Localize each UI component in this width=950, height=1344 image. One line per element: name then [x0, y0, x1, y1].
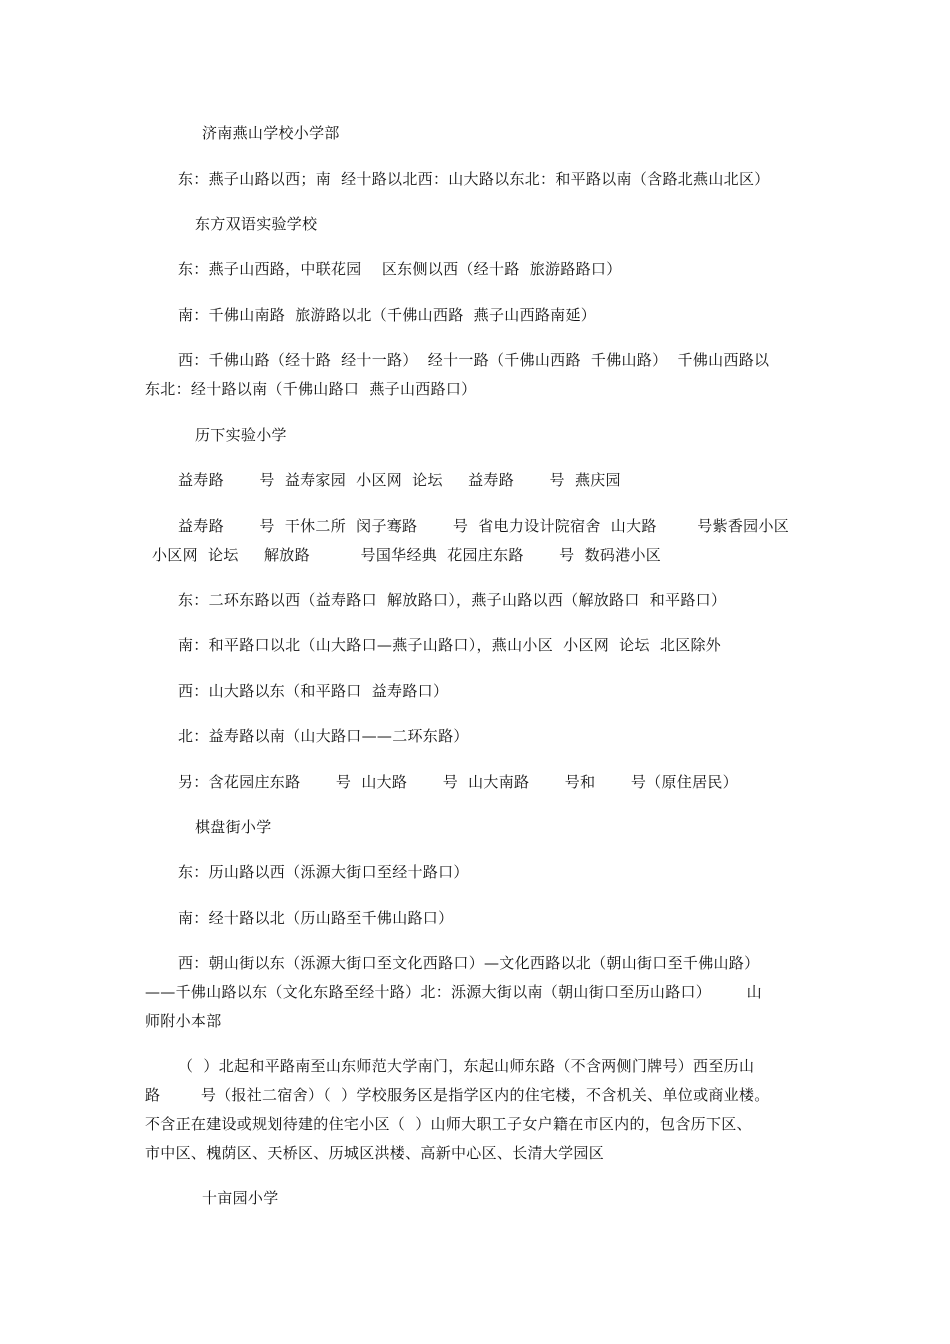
boundary-text: 西：朝山街以东（泺源大街口至文化西路口）—文化西路以北（朝山街口至千佛山路）	[178, 954, 760, 972]
boundary-text: 东：燕子山西路，中联花园 区东侧以西（经十路 旅游路路口）	[178, 260, 622, 278]
address-text: 益寿路 号 干休二所 闵子骞路 号 省电力设计院宿舍 山大路 号紫香园小区	[178, 517, 790, 535]
school-title-shimuyuan: 十亩园小学	[202, 1189, 279, 1207]
school-title-qipanjie: 棋盘街小学	[195, 818, 272, 836]
school-title-dongfang: 东方双语实验学校	[195, 215, 318, 233]
paragraph-text: 路 号（报社二宿舍）（ ）学校服务区是指学区内的住宅楼，不含机关、单位或商业楼。	[145, 1086, 770, 1104]
paragraph-text: 不含正在建设或规划待建的住宅小区（ ）山师大职工子女户籍在市区内的，包含历下区、	[145, 1115, 752, 1133]
boundary-text: 北：益寿路以南（山大路口——二环东路）	[178, 727, 469, 745]
school-title-lixia: 历下实验小学	[195, 426, 287, 444]
boundary-text: 西：山大路以东（和平路口 益寿路口）	[178, 682, 449, 700]
school-title-yanshan: 济南燕山学校小学部	[202, 124, 340, 142]
paragraph-text: （ ）北起和平路南至山东师范大学南门，东起山师东路（不含两侧门牌号）西至历山	[178, 1057, 755, 1075]
address-text: 小区网 论坛 解放路 号国华经典 花园庄东路 号 数码港小区	[152, 546, 662, 564]
boundary-text: 另：含花园庄东路 号 山大路 号 山大南路 号和 号（原住居民）	[178, 773, 738, 791]
boundary-text: 南：和平路口以北（山大路口—燕子山路口），燕山小区 小区网 论坛 北区除外	[178, 636, 722, 654]
boundary-text: 东：历山路以西（泺源大街口至经十路口）	[178, 863, 469, 881]
school-title-shifu: 师附小本部	[145, 1012, 222, 1030]
address-text: 益寿路 号 益寿家园 小区网 论坛 益寿路 号 燕庆园	[178, 471, 621, 489]
boundary-text: ——千佛山路以东（文化东路至经十路）北：泺源大街以南（朝山街口至历山路口） 山	[145, 983, 762, 1001]
boundary-text: 东：二环东路以西（益寿路口 解放路口），燕子山路以西（解放路口 和平路口）	[178, 591, 727, 609]
boundary-text: 西：千佛山路（经十路 经十一路） 经十一路（千佛山西路 千佛山路） 千佛山西路以	[178, 351, 770, 369]
boundary-text: 东北：经十路以南（千佛山路口 燕子山西路口）	[145, 380, 477, 398]
boundary-text: 南：经十路以北（历山路至千佛山路口）	[178, 909, 454, 927]
paragraph-text: 市中区、槐荫区、天桥区、历城区洪楼、高新中心区、长清大学园区	[145, 1144, 605, 1162]
boundary-text: 南：千佛山南路 旅游路以北（千佛山西路 燕子山西路南延）	[178, 306, 597, 324]
boundary-text: 东：燕子山路以西；南 经十路以北西：山大路以东北：和平路以南（含路北燕山北区）	[178, 170, 770, 188]
